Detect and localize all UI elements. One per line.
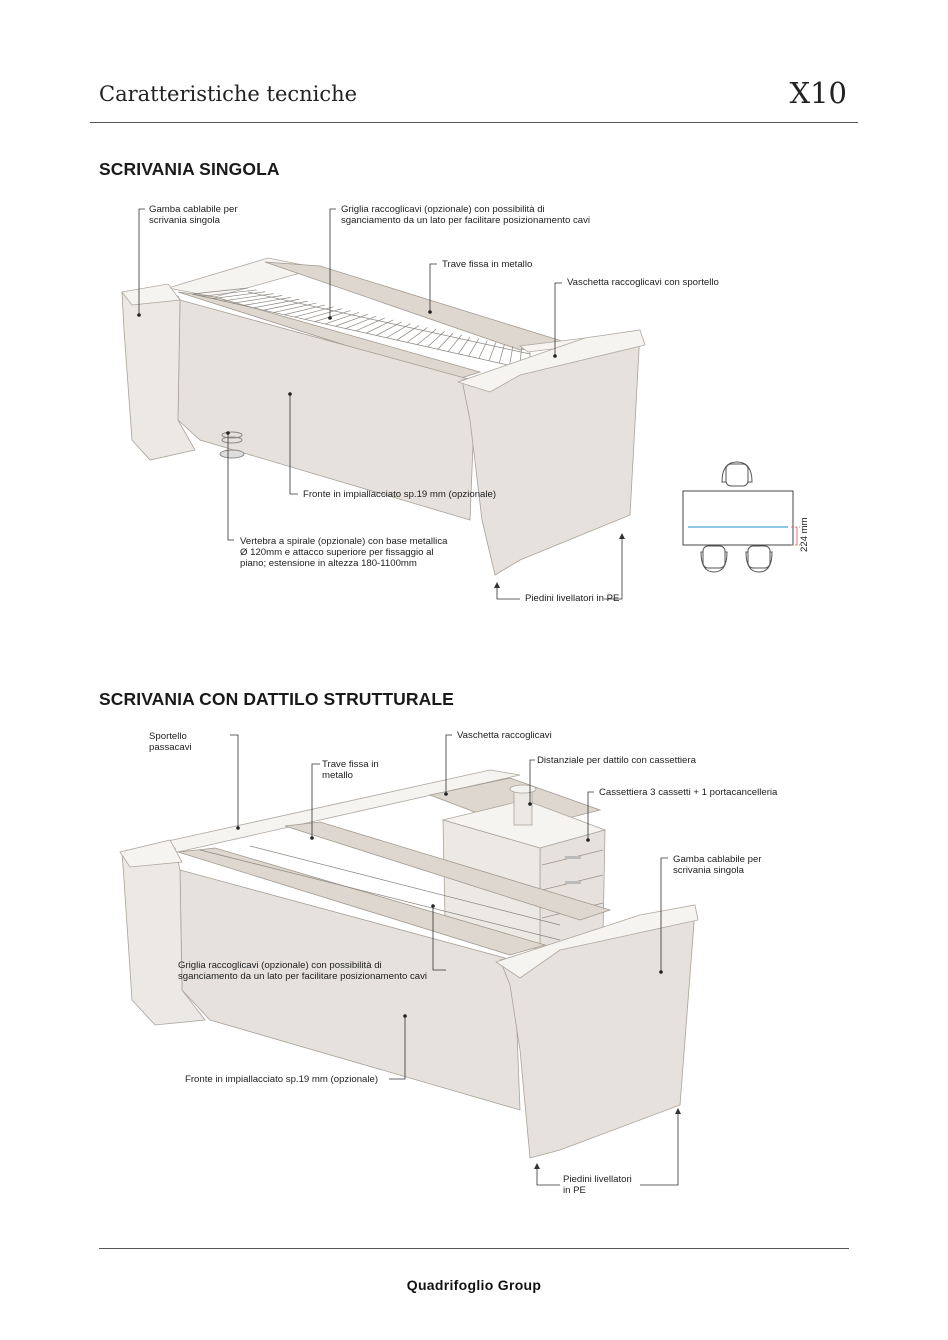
label-line: Griglia raccoglicavi (opzionale) con possibilità di xyxy=(178,960,382,971)
label-trave-fissa xyxy=(322,759,379,781)
label-line: passacavi xyxy=(149,742,192,753)
label-cassettiera: Cassettiera 3 cassetti + 1 portacancelleria xyxy=(599,787,778,798)
footer-brand: Quadrifoglio Group xyxy=(406,1277,542,1293)
label-vaschetta: Vaschetta raccoglicavi xyxy=(457,730,552,741)
label-line: Griglia raccoglicavi (opzionale) con possibilità di xyxy=(341,204,545,215)
label-line: Sportello xyxy=(149,731,187,742)
label-piedini: Piedini livellatori in PE xyxy=(525,593,620,604)
label-trave-fissa: Trave fissa in metallo xyxy=(442,259,533,270)
label-line: sganciamento da un lato per facilitare posizionamento cavi xyxy=(341,215,591,226)
label-gamba-cablabile xyxy=(673,854,762,876)
label-line: Piedini livellatori xyxy=(563,1174,632,1185)
label-line: metallo xyxy=(322,770,353,781)
label-distanziale: Distanziale per dattilo con cassettiera xyxy=(537,755,696,766)
label-line: Gamba cablabile per xyxy=(673,854,762,865)
label-fronte: Fronte in impiallacciato sp.19 mm (opzionale) xyxy=(185,1074,379,1085)
label-griglia-raccoglicavi xyxy=(178,960,427,982)
section-title-scrivania-singola: SCRIVANIA SINGOLA xyxy=(99,159,280,179)
footer-divider xyxy=(99,1248,849,1249)
label-line: Vertebra a spirale (opzionale) con base metallica xyxy=(240,536,448,547)
label-line: scrivania singola xyxy=(149,215,220,226)
label-line: Trave fissa in xyxy=(322,759,379,770)
page-title: Caratteristiche tecniche xyxy=(99,82,358,106)
dimension-label: 224 mm xyxy=(799,517,810,552)
label-fronte: Fronte in impiallacciato sp.19 mm (opzionale) xyxy=(303,489,497,500)
label-line: piano; estensione in altezza 180-1100mm xyxy=(240,558,417,569)
model-name: X10 xyxy=(789,76,847,110)
section-title-scrivania-dattilo: SCRIVANIA CON DATTILO STRUTTURALE xyxy=(99,689,454,709)
label-sportello-passacavi xyxy=(149,731,192,753)
label-line: Gamba cablabile per xyxy=(149,204,238,215)
label-piedini xyxy=(563,1174,632,1196)
label-vaschetta: Vaschetta raccoglicavi con sportello xyxy=(567,277,719,288)
label-line: in PE xyxy=(563,1185,586,1196)
label-line: scrivania singola xyxy=(673,865,744,876)
label-line: sganciamento da un lato per facilitare posizionamento cavi xyxy=(178,971,428,982)
label-line: Ø 120mm e attacco superiore per fissaggio al xyxy=(240,547,434,558)
